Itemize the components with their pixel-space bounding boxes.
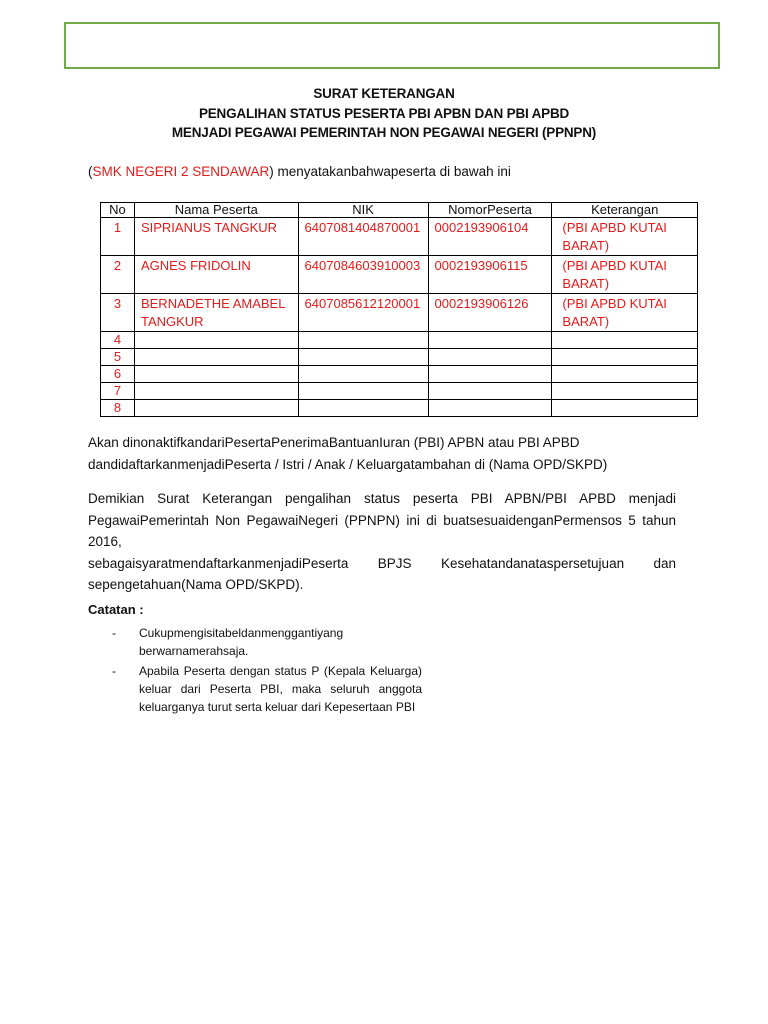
paragraph-closing (88, 488, 676, 596)
table-row (101, 366, 698, 383)
cell-nomor[interactable] (428, 400, 552, 417)
cell-no[interactable]: 4 (101, 332, 135, 349)
cell-no[interactable]: 5 (101, 349, 135, 366)
cell-keterangan[interactable]: (PBI APBD KUTAI BARAT) (552, 218, 698, 256)
cell-nomor[interactable] (428, 349, 552, 366)
cell-no[interactable]: 6 (101, 366, 135, 383)
cell-nik[interactable] (298, 332, 428, 349)
cell-nomor[interactable]: 0002193906104 (428, 218, 552, 256)
table-header-row (101, 203, 698, 218)
cell-nomor[interactable]: 0002193906115 (428, 256, 552, 294)
cell-nik[interactable]: 6407081404870001 (298, 218, 428, 256)
note-text: Apabila Peserta dengan status P (Kepala Keluarga) keluar dari Peserta PBI, maka seluruh anggota keluarganya turut serta keluar dari Kepesertaan PBI (139, 664, 422, 714)
title-line-1: SURAT KETERANGAN (313, 86, 455, 101)
cell-nomor[interactable] (428, 366, 552, 383)
note-text: Cukupmengisitabeldanmenggantiyang berwarnamerahsaja. (139, 626, 344, 658)
paragraph-deactivation (88, 432, 676, 475)
paragraph-1-line-2: dandidaftarkanmenjadiPeserta / Istri / Anak / Keluargatambahan di (Nama OPD/SKPD) (88, 456, 608, 472)
cell-keterangan[interactable] (552, 349, 698, 366)
statement-text: ) menyatakanbahwapeserta di bawah ini (269, 164, 511, 179)
list-item (112, 662, 452, 716)
paragraph-2-line-3: sebagaisyaratmendaftarkanmenjadiPeserta BPJS Kesehatandanataspersetujuan dan (88, 555, 676, 571)
cell-nama[interactable] (134, 383, 298, 400)
cell-keterangan[interactable] (552, 400, 698, 417)
paragraph-2-line-1: Demikian Surat Keterangan pengalihan status peserta PBI APBN/PBI APBD menjadi (88, 491, 676, 506)
paragraph-2-line-2: PegawaiPemerintah Non PegawaiNegeri (PPNPN) ini di buatsesuaidenganPermensos 5 tahun 2016, (88, 512, 676, 549)
table-row (101, 400, 698, 417)
cell-no[interactable]: 7 (101, 383, 135, 400)
paragraph-2-line-4: sepengetahuan(Nama OPD/SKPD). (88, 577, 304, 592)
table-row (101, 349, 698, 366)
cell-no[interactable]: 3 (101, 294, 135, 332)
cell-nik[interactable]: 6407084603910003 (298, 256, 428, 294)
cell-nama[interactable] (134, 400, 298, 417)
cell-keterangan[interactable] (552, 366, 698, 383)
cell-nama[interactable]: SIPRIANUS TANGKUR (134, 218, 298, 256)
header-nama: Nama Peserta (134, 203, 298, 218)
cell-no[interactable]: 2 (101, 256, 135, 294)
cell-nama[interactable] (134, 332, 298, 349)
header-nik: NIK (298, 203, 428, 218)
cell-nomor[interactable] (428, 332, 552, 349)
document-title (0, 84, 768, 143)
catatan-title: Catatan : (88, 602, 144, 617)
statement-open-paren: ( (88, 164, 93, 179)
cell-nik[interactable] (298, 349, 428, 366)
cell-keterangan[interactable] (552, 332, 698, 349)
cell-no[interactable]: 8 (101, 400, 135, 417)
title-line-3: MENJADI PEGAWAI PEMERINTAH NON PEGAWAI NEGERI (PPNPN) (171, 125, 597, 140)
table-row (101, 332, 698, 349)
header-nomor: NomorPeserta (428, 203, 552, 218)
list-item (112, 624, 452, 660)
header-box (64, 22, 720, 69)
cell-keterangan[interactable] (552, 383, 698, 400)
cell-nomor[interactable]: 0002193906126 (428, 294, 552, 332)
cell-keterangan[interactable]: (PBI APBD KUTAI BARAT) (552, 256, 698, 294)
peserta-table (100, 202, 698, 417)
table-row (101, 383, 698, 400)
note-dash: - (112, 664, 116, 678)
note-dash: - (112, 626, 116, 640)
header-no: No (101, 203, 135, 218)
paragraph-1-line-1: Akan dinonaktifkandariPesertaPenerimaBantuanIuran (PBI) APBN atau PBI APBD (88, 435, 580, 450)
cell-nik[interactable]: 6407085612120001 (298, 294, 428, 332)
cell-nama[interactable] (134, 366, 298, 383)
school-name: SMK NEGERI 2 SENDAWAR (92, 164, 270, 179)
cell-nik[interactable] (298, 383, 428, 400)
cell-nomor[interactable] (428, 383, 552, 400)
title-line-2: PENGALIHAN STATUS PESERTA PBI APBN DAN PBI APBD (198, 105, 570, 121)
header-keterangan: Keterangan (552, 203, 698, 218)
table-row (101, 256, 698, 294)
cell-nama[interactable]: AGNES FRIDOLIN (134, 256, 298, 294)
cell-keterangan[interactable]: (PBI APBD KUTAI BARAT) (552, 294, 698, 332)
cell-nama[interactable]: BERNADETHE AMABEL TANGKUR (134, 294, 298, 332)
cell-nama[interactable] (134, 349, 298, 366)
statement-line (88, 164, 511, 179)
cell-nik[interactable] (298, 366, 428, 383)
table-row (101, 218, 698, 256)
cell-no[interactable]: 1 (101, 218, 135, 256)
table-row (101, 294, 698, 332)
cell-nik[interactable] (298, 400, 428, 417)
catatan-list (112, 624, 452, 716)
